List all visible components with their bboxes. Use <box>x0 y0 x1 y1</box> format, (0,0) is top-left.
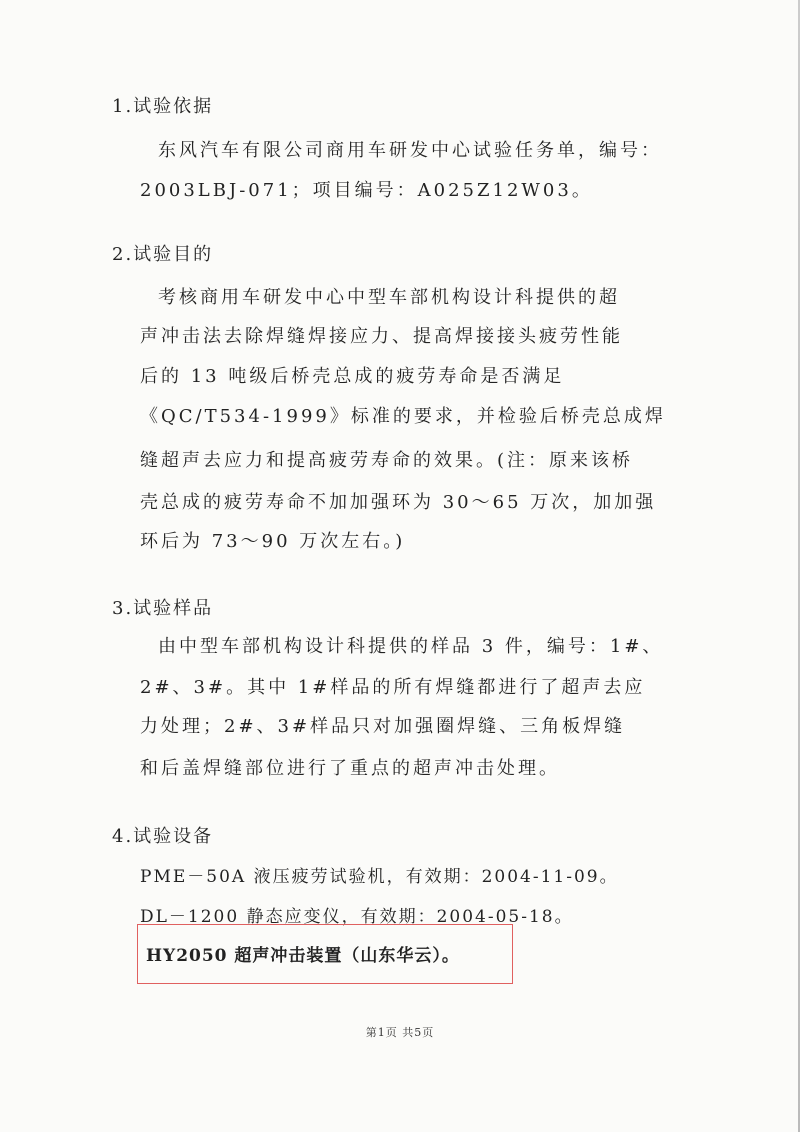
section-heading-samples: 3.试验样品 <box>112 598 214 619</box>
paragraph-line: 2#、3#。其中 1#样品的所有焊缝都进行了超声去应 <box>140 677 646 698</box>
section-heading-equipment: 4.试验设备 <box>112 826 214 847</box>
paragraph-line: 2003LBJ-071；项目编号：A025Z12W03。 <box>140 180 593 201</box>
page-number-footer: 第1页 共5页 <box>365 1026 435 1039</box>
paragraph-line: 后的 13 吨级后桥壳总成的疲劳寿命是否满足 <box>140 366 565 387</box>
paragraph-line: 力处理；2#、3#样品只对加强圈焊缝、三角板焊缝 <box>140 716 626 737</box>
paragraph-line: 考核商用车研发中心中型车部机构设计科提供的超 <box>158 287 620 308</box>
paragraph-line: 《QC/T534-1999》标准的要求，并检验后桥壳总成焊 <box>140 406 666 427</box>
paragraph-line: 环后为 73～90 万次左右。) <box>140 531 406 552</box>
section-heading-purpose: 2.试验目的 <box>112 244 214 265</box>
equipment-item: DL－1200 静态应变仪，有效期：2004-05-18。 <box>140 907 574 927</box>
paragraph-line: 缝超声去应力和提高疲劳寿命的效果。(注：原来该桥 <box>140 450 634 471</box>
section-heading-basis: 1.试验依据 <box>112 96 214 117</box>
paragraph-line: 和后盖焊缝部位进行了重点的超声冲击处理。 <box>140 758 560 779</box>
paragraph-line: 声冲击法去除焊缝焊接应力、提高焊接接头疲劳性能 <box>140 326 623 347</box>
equipment-item: PME－50A 液压疲劳试验机，有效期：2004-11-09。 <box>140 867 619 887</box>
paragraph-line: 东风汽车有限公司商用车研发中心试验任务单，编号： <box>158 140 662 161</box>
equipment-item-highlighted: HY2050 超声冲击装置（山东华云）。 <box>146 946 460 966</box>
paragraph-line: 由中型车部机构设计科提供的样品 3 件，编号：1#、 <box>158 636 664 657</box>
paragraph-line: 壳总成的疲劳寿命不加加强环为 30～65 万次，加加强 <box>140 492 657 513</box>
